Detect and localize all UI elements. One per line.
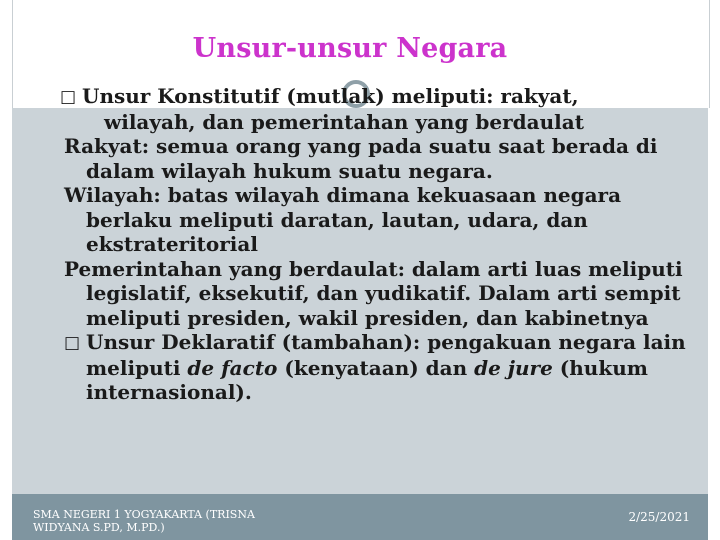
- list-item-deklaratif: [60, 330, 704, 405]
- list-item-pemerintahan: Pemerintahan yang berdaulat: dalam arti luas meliputi legislatif, eksekutif, dan yudikatif. Dalam arti sempit meliputi presiden, wakil presiden, dan kabinetnya: [64, 256, 683, 330]
- deklaratif-term-de-facto: de facto: [187, 355, 278, 380]
- konstitutif-text-line1: Unsur Konstitutif (mutlak) meliputi: rakyat,: [82, 84, 579, 108]
- footer-date: 2/25/2021: [628, 510, 690, 524]
- deklaratif-text-a: Unsur Deklaratif (tambahan): pengakuan negara lain meliputi: [86, 330, 686, 380]
- deklaratif-text-b: (kenyataan) dan: [277, 355, 475, 380]
- list-item-konstitutif: [60, 84, 704, 134]
- footer-school-name: SMA NEGERI 1 YOGYAKARTA (TRISNA WIDYANA S.PD, M.PD.): [33, 508, 255, 534]
- list-item-wilayah: Wilayah: batas wilayah dimana kekuasaan negara berlaku meliputi daratan, lautan, udara, dan ekstrateritorial: [64, 183, 622, 256]
- bullet-icon: □: [60, 87, 77, 107]
- list-item-rakyat: Rakyat: semua orang yang pada suatu saat berada di dalam wilayah hukum suatu negara.: [64, 134, 658, 183]
- konstitutif-text-line2: wilayah, dan pemerintahan yang berdaulat: [104, 109, 584, 134]
- slide-content: [60, 84, 704, 405]
- deklaratif-text-c: (hukum internasional).: [86, 355, 648, 404]
- bullet-icon: □: [64, 333, 81, 353]
- deklaratif-term-de-jure: de jure: [474, 355, 553, 380]
- slide-title: Unsur-unsur Negara: [192, 33, 508, 64]
